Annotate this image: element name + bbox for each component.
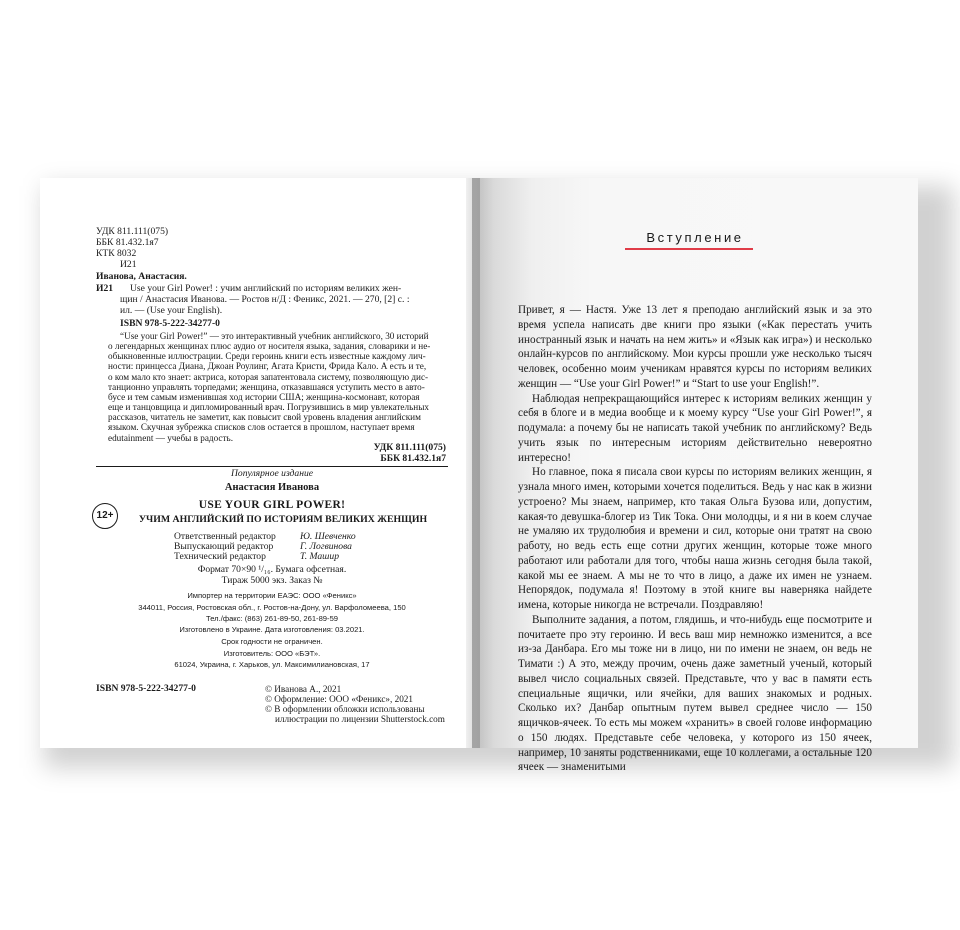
intro-paragraph: Выполните задания, а потом, глядишь, и что-нибудь еще посмотрите и почитаете про эту героиню. И весь ваш мир немножко изменится, а все из-за Данбара. Его мы тоже ни в лицо, ни по имени не знаем, он ведь не Тимати :) А это, между прочим, очень даже заметный ученый, который вывел число социальных связей. Представьте, что у вас в памяти есть специальные ящички, или ячейки, для ваших знакомых и родных. Сколько их? Данбар опытным путем вывел среднее число — 150 ящичков-ячеек. То есть мы можем «хранить» в своей голове информацию о 150 людях. Представьте себе человека, у которого из 150 ячеек, например, 10 заняты родственниками, еще 10 коллегами, а остальные 120 ячеек — знаменитыми (518, 613, 872, 774)
author-code: И21 (120, 259, 137, 270)
description-line: обыкновенные иллюстрации. Среди героинь книги есть известные каждому лич- (108, 351, 426, 362)
copyright-line: © Иванова А., 2021 (265, 684, 342, 694)
chapter-heading: Вступление (646, 230, 744, 245)
format-info: Формат 70×90 ¹/₁₆. Бумага офсетная. (197, 564, 347, 575)
edition-type: Популярное издание (230, 468, 314, 479)
credit-role-1: Ответственный редактор (174, 531, 276, 542)
credit-name-2: Г. Логвинова (300, 541, 352, 552)
description-line: “Use your Girl Power!” — это интерактивный учебник английского, 30 историй (120, 331, 429, 341)
credit-name-1: Ю. Шевченко (300, 531, 356, 542)
udk-code: УДК 811.111(075) (96, 226, 169, 237)
credit-role-2: Выпускающий редактор (174, 541, 274, 552)
description-line: бусе и тем самым изменившая ход истории США; женщина-космонавт, которая (108, 391, 420, 402)
book-subtitle: УЧИМ АНГЛИЙСКИЙ ПО ИСТОРИЯМ ВЕЛИКИХ ЖЕНЩИН (138, 514, 428, 525)
description-line: еще и танцовщица и дипломированный врач. Погрузившись в мир увлекательных (108, 402, 429, 413)
intro-paragraph: Но главное, пока я писала свои курсы по историям великих женщин, я узнала много имен, которыми хочется поделиться. Ведь у нас как в жизни устроено? Мы знаем, например, кто такая Ольга Бузова или, допустим, какая-то девушка-блогер из Тик Тока. Они молодцы, и я ни в коем случае не умаляю их трудолюбия и времени и сил, которые они тратят на свою работу, но ведь есть еще сотни других женщин, которые тоже много работают или работали для того, чтобы наша жизнь сегодня была такой, какой мы ее знаем. А мы не то что в лицо, а даже их имен не узнаем. Непорядок, подумала я! Поэтому в этой книге вы наверняка найдете имена, которые никогда не встречали. Поздравляю! (518, 466, 872, 611)
made-in-info: Изготовлено в Украине. Дата изготовления: 03.2021. (179, 625, 365, 634)
description-line: танционно управлять торпедами; женщина, отказавшаяся уступить место в авто- (108, 381, 425, 392)
age-rating-badge: 12+ (92, 503, 118, 529)
author-name: Анастасия Иванова (224, 482, 320, 493)
title-line-1: Use your Girl Power! : учим английский по историям великих жен- (130, 283, 402, 294)
isbn-bottom: ISBN 978-5-222-34277-0 (96, 683, 196, 694)
title-line-2: щин / Анастасия Иванова. — Ростов н/Д : Феникс, 2021. — 270, [2] с. : (120, 294, 410, 305)
manufacturer-address: 61024, Украина, г. Харьков, ул. Максимилиановская, 17 (174, 660, 370, 669)
copyright-block (265, 684, 455, 724)
copyright-line: иллюстрации по лицензии Shutterstock.com (275, 714, 445, 724)
author-heading: Иванова, Анастасия. (96, 271, 187, 282)
intro-text (518, 303, 872, 775)
intro-paragraph: Наблюдая непрекращающийся интерес к историям великих женщин у себя в блоге и в медиа вообще и к моему курсу “Use your Girl Power!”, я подумала: а почему бы не написать такой учебник по английскому? Ведь учить язык по интересным историям действительно невероятно интересно! (518, 392, 872, 464)
importer-info: Импортер на территории ЕАЭС: ООО «Феникс» (187, 591, 357, 600)
heading-accent-line (625, 248, 753, 250)
description-line: edutainment — учебы в радость. (108, 432, 234, 443)
description-line: о легендарных женщинах плюс аудио от носителя языка, задания, словарики и не- (108, 341, 431, 352)
description-line: о ком мало кто знает: актриса, которая запатентовала систему, позволяющую дис- (108, 371, 429, 382)
author-code-2: И21 (96, 283, 114, 294)
manufacturer-info: Изготовитель: ООО «БЭТ». (223, 649, 321, 658)
udk-code-right: УДК 811.111(075) (373, 442, 446, 453)
importer-address: 344011, Россия, Ростовская обл., г. Ростов-на-Дону, ул. Варфоломеева, 150 (138, 603, 406, 612)
copyright-line: © Оформление: ООО «Феникс», 2021 (265, 694, 413, 704)
circulation-info: Тираж 5000 экз. Заказ № (221, 575, 323, 586)
ktk-code: КТК 8032 (96, 248, 137, 259)
bbk-code: ББК 81.432.1я7 (96, 237, 159, 248)
book-title: USE YOUR GIRL POWER! (198, 499, 346, 511)
shelf-life-info: Срок годности не ограничен. (221, 637, 323, 646)
title-line-3: ил. — (Use your English). (120, 305, 223, 316)
credit-name-3: Т. Машир (300, 551, 340, 562)
book-description (108, 331, 442, 443)
description-line: языком. Скучная зубрежка списков слов остается в прошлом, наступает время (108, 422, 415, 433)
copyright-line: © В оформлении обложки использованы (265, 704, 425, 714)
isbn-top: ISBN 978-5-222-34277-0 (120, 318, 220, 329)
divider-rule (96, 466, 448, 467)
description-line: рассказов, читатель не заметит, как повысит свой уровень владения английским (108, 412, 421, 423)
bbk-code-right: ББК 81.432.1я7 (380, 453, 446, 464)
book-gutter (466, 178, 480, 748)
phone-info: Тел./факс: (863) 261-89-50, 261-89-59 (205, 614, 339, 623)
intro-paragraph: Привет, я — Настя. Уже 13 лет я преподаю английский язык и за это время успела написать две книги про языки («Как перестать учить иностранный язык и начать на нем жить» и «Язык как игра») и несколько онлайн-курсов по английскому. Мои курсы прошли уже несколько тысяч человек, особенно моим ученикам нравятся курсы по историям великих женщин — “Use your Girl Power!” и “Start to use your English!”. (518, 304, 872, 390)
description-line: ности: принцесса Диана, Джоан Роулинг, Агата Кристи, Фрида Кало. А есть и те, (108, 361, 427, 372)
credit-role-3: Технический редактор (174, 551, 266, 562)
